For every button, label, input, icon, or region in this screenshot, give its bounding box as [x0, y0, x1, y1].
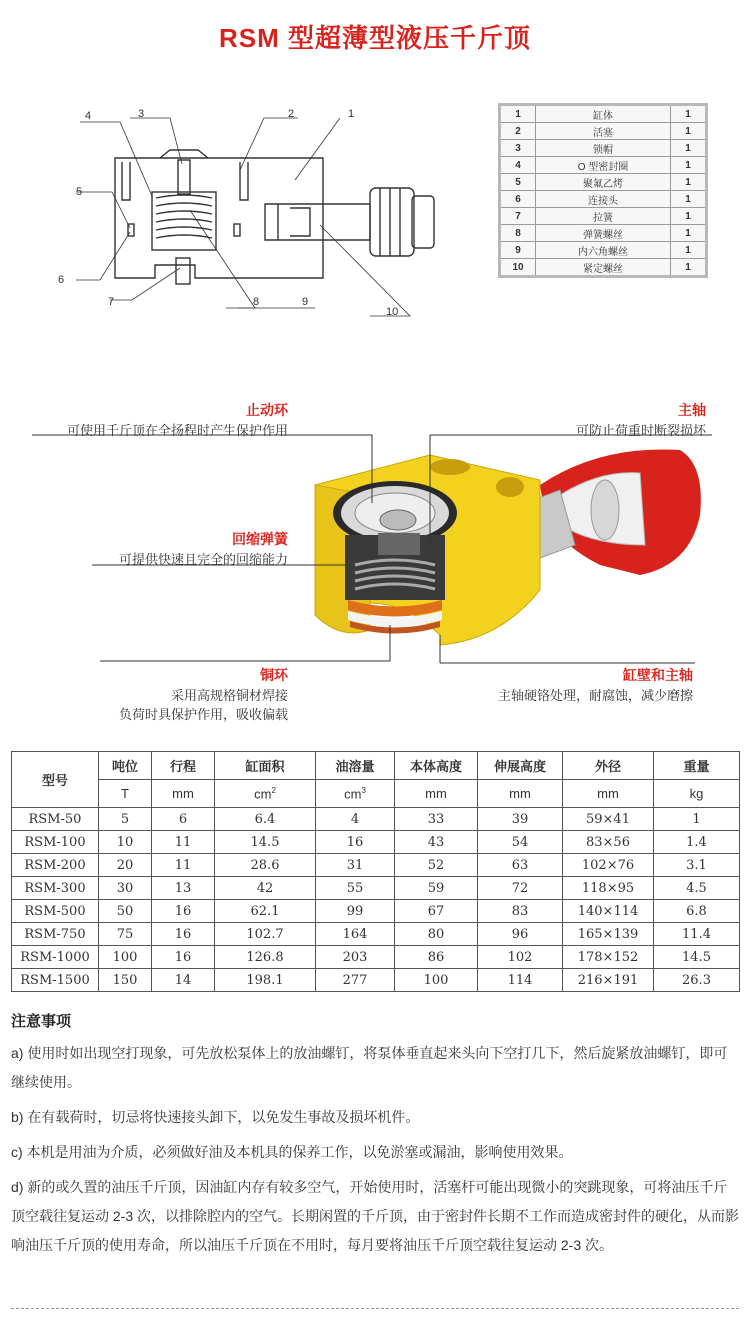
parts-cell-qty: 1 — [671, 157, 707, 174]
parts-cell-name: 缸体 — [536, 105, 671, 123]
spec-header-tonnage: 吨位 — [99, 752, 152, 780]
exploded-drawing — [40, 100, 450, 330]
spec-cell-height: 100 — [395, 969, 478, 992]
spec-cell-tonnage: 150 — [99, 969, 152, 992]
parts-cell-no: 10 — [500, 259, 536, 277]
exploded-drawing-svg — [40, 100, 450, 330]
spec-cell-tonnage: 50 — [99, 900, 152, 923]
spec-row — [12, 923, 740, 946]
spec-cell-stroke: 16 — [152, 923, 215, 946]
spec-cell-ext-height: 54 — [478, 831, 563, 854]
page-title: RSM 型超薄型液压千斤顶 — [218, 23, 531, 53]
parts-cell-qty: 1 — [671, 259, 707, 277]
parts-row — [500, 242, 707, 259]
spec-cell-oil: 164 — [316, 923, 395, 946]
parts-cell-name: 拉簧 — [536, 208, 671, 225]
feature-wall-shaft-desc: 主轴硬铬处理，耐腐蚀，减少磨擦 — [497, 688, 693, 703]
spec-cell-stroke: 6 — [152, 808, 215, 831]
spec-cell-weight: 6.8 — [654, 900, 740, 923]
spec-cell-size: 140×114 — [563, 900, 654, 923]
spec-table — [11, 751, 740, 992]
feature-wall-shaft-title: 缸壁和主轴 — [623, 667, 693, 683]
spec-cell-stroke: 11 — [152, 854, 215, 877]
spec-cell-ext-height: 102 — [478, 946, 563, 969]
parts-cell-qty: 1 — [671, 140, 707, 157]
parts-row — [500, 140, 707, 157]
parts-table-body — [500, 105, 707, 277]
spec-cell-oil: 203 — [316, 946, 395, 969]
feature-stop-ring-desc: 可使用千斤顶在全扬程时产生保护作用 — [66, 423, 288, 438]
parts-cell-qty: 1 — [671, 123, 707, 140]
spec-units-row — [12, 780, 740, 808]
spec-cell-model: RSM-500 — [12, 900, 99, 923]
spec-cell-model: RSM-100 — [12, 831, 99, 854]
spec-cell-ext-height: 96 — [478, 923, 563, 946]
parts-cell-qty: 1 — [671, 105, 707, 123]
spec-cell-weight: 3.1 — [654, 854, 740, 877]
spec-cell-size: 59×41 — [563, 808, 654, 831]
feature-main-shaft — [576, 400, 706, 439]
feature-spring-desc: 可提供快速且完全的回缩能力 — [118, 552, 288, 567]
spec-cell-model: RSM-750 — [12, 923, 99, 946]
spec-cell-weight: 4.5 — [654, 877, 740, 900]
feature-wall-shaft — [498, 665, 693, 704]
spec-cell-oil: 16 — [316, 831, 395, 854]
parts-row — [500, 225, 707, 242]
spec-cell-size: 178×152 — [563, 946, 654, 969]
spec-cell-height: 86 — [395, 946, 478, 969]
parts-cell-no: 1 — [500, 105, 536, 123]
parts-row — [500, 105, 707, 123]
spec-cell-weight: 14.5 — [654, 946, 740, 969]
spec-cell-oil: 99 — [316, 900, 395, 923]
parts-cell-qty: 1 — [671, 191, 707, 208]
spec-unit-tonnage: T — [99, 780, 152, 808]
callout-2: 2 — [288, 108, 295, 120]
feature-copper-ring-desc1: 采用高规格铜材焊接 — [170, 688, 288, 703]
parts-row — [500, 157, 707, 174]
feature-spring — [119, 529, 288, 568]
feature-copper-ring-title: 铜环 — [260, 667, 288, 683]
spec-unit-area — [215, 780, 316, 808]
spec-header-size: 外径 — [563, 752, 654, 780]
spec-cell-area: 62.1 — [215, 900, 316, 923]
spec-cell-ext-height: 114 — [478, 969, 563, 992]
spec-cell-ext-height: 39 — [478, 808, 563, 831]
callout-7: 7 — [108, 296, 115, 308]
parts-row — [500, 174, 707, 191]
spec-cell-area: 198.1 — [215, 969, 316, 992]
spec-cell-size: 102×76 — [563, 854, 654, 877]
spec-cell-tonnage: 30 — [99, 877, 152, 900]
spec-cell-area: 14.5 — [215, 831, 316, 854]
spec-cell-weight: 1 — [654, 808, 740, 831]
spec-cell-stroke: 14 — [152, 969, 215, 992]
parts-cell-name: 连接头 — [536, 191, 671, 208]
spec-cell-model: RSM-50 — [12, 808, 99, 831]
parts-row — [500, 259, 707, 277]
note-a: a) 使用时如出现空打现象，可先放松泵体上的放油螺钉，将泵体垂直起来头向下空打几下，然后旋紧放油螺钉，即可继续使用。 — [11, 1045, 728, 1090]
parts-cell-no: 4 — [500, 157, 536, 174]
parts-table — [498, 103, 708, 278]
spec-cell-height: 33 — [395, 808, 478, 831]
spec-row — [12, 969, 740, 992]
spec-cell-size: 165×139 — [563, 923, 654, 946]
feature-stop-ring-title: 止动环 — [246, 402, 288, 418]
feature-copper-ring — [119, 665, 288, 723]
spec-row — [12, 808, 740, 831]
spec-cell-tonnage: 100 — [99, 946, 152, 969]
spec-row — [12, 900, 740, 923]
spec-row — [12, 877, 740, 900]
parts-cell-qty: 1 — [671, 242, 707, 259]
notes-section — [11, 1010, 739, 1266]
spec-cell-area: 102.7 — [215, 923, 316, 946]
parts-cell-qty: 1 — [671, 174, 707, 191]
callout-4: 4 — [85, 110, 92, 122]
callout-8: 8 — [253, 296, 260, 308]
spec-cell-area: 6.4 — [215, 808, 316, 831]
spec-cell-weight: 1.4 — [654, 831, 740, 854]
spec-row — [12, 854, 740, 877]
spec-cell-height: 52 — [395, 854, 478, 877]
callout-9: 9 — [302, 296, 309, 308]
parts-cell-name: 活塞 — [536, 123, 671, 140]
parts-cell-name: O 型密封圈 — [536, 157, 671, 174]
spec-cell-stroke: 16 — [152, 946, 215, 969]
spec-cell-stroke: 13 — [152, 877, 215, 900]
spec-cell-oil: 277 — [316, 969, 395, 992]
note-c: c) 本机是用油为介质，必须做好油及本机具的保养工作，以免淤塞或漏油，影响使用效果。 — [11, 1144, 573, 1160]
spec-cell-tonnage: 10 — [99, 831, 152, 854]
note-d: d) 新的或久置的油压千斤顶，因油缸内存有较多空气，开始使用时，活塞杆可能出现微小的突跳现象，可将油压千斤顶空载往复运动 2-3 次，以排除腔内的空气。长期闲置的千斤顶，由于密封件长期不工作而造成密封件的硬化，从而影响油压千斤顶的使用寿命，所以油压千斤顶在不用时，每月要将油压千斤顶空载往复运动 2-3 次。 — [11, 1179, 740, 1253]
parts-cell-no: 2 — [500, 123, 536, 140]
spec-cell-weight: 26.3 — [654, 969, 740, 992]
spec-unit-stroke: mm — [152, 780, 215, 808]
spec-cell-model: RSM-300 — [12, 877, 99, 900]
spec-header-row — [12, 752, 740, 780]
spec-unit-oil-base: cm — [344, 786, 362, 802]
notes-heading: 注意事项 — [11, 1013, 72, 1030]
spec-row — [12, 946, 740, 969]
parts-cell-no: 3 — [500, 140, 536, 157]
spec-cell-tonnage: 20 — [99, 854, 152, 877]
spec-cell-tonnage: 5 — [99, 808, 152, 831]
spec-cell-oil: 55 — [316, 877, 395, 900]
spec-cell-stroke: 16 — [152, 900, 215, 923]
parts-cell-no: 9 — [500, 242, 536, 259]
parts-row — [500, 123, 707, 140]
spec-header-area: 缸面积 — [215, 752, 316, 780]
spec-cell-model: RSM-200 — [12, 854, 99, 877]
parts-row — [500, 208, 707, 225]
spec-unit-ext-height: mm — [478, 780, 563, 808]
spec-unit-oil — [316, 780, 395, 808]
feature-spring-title: 回缩弹簧 — [232, 531, 288, 547]
spec-header-stroke: 行程 — [152, 752, 215, 780]
spec-cell-height: 59 — [395, 877, 478, 900]
spec-cell-size: 118×95 — [563, 877, 654, 900]
spec-cell-area: 42 — [215, 877, 316, 900]
spec-cell-height: 80 — [395, 923, 478, 946]
feature-main-shaft-title: 主轴 — [678, 402, 706, 418]
spec-cell-size: 216×191 — [563, 969, 654, 992]
spec-row — [12, 831, 740, 854]
spec-unit-height: mm — [395, 780, 478, 808]
spec-cell-oil: 31 — [316, 854, 395, 877]
spec-header-weight: 重量 — [654, 752, 740, 780]
spec-cell-stroke: 11 — [152, 831, 215, 854]
spec-cell-tonnage: 75 — [99, 923, 152, 946]
spec-unit-oil-exp: 3 — [361, 785, 366, 795]
spec-unit-area-base: cm — [254, 786, 272, 802]
parts-cell-name: 紧定螺丝 — [536, 259, 671, 277]
spec-cell-area: 126.8 — [215, 946, 316, 969]
spec-cell-ext-height: 83 — [478, 900, 563, 923]
cutaway-figure — [0, 395, 750, 725]
parts-cell-no: 6 — [500, 191, 536, 208]
note-b: b) 在有载荷时，切忌将快速接头卸下，以免发生事故及损坏机件。 — [11, 1109, 420, 1125]
parts-cell-name: 聚氟乙烤 — [536, 174, 671, 191]
spec-header-ext-height: 伸展高度 — [478, 752, 563, 780]
callout-5: 5 — [76, 186, 83, 198]
spec-header-height: 本体高度 — [395, 752, 478, 780]
bottom-divider — [11, 1308, 739, 1309]
callout-1: 1 — [348, 108, 355, 120]
spec-cell-ext-height: 72 — [478, 877, 563, 900]
spec-unit-area-exp: 2 — [271, 785, 276, 795]
callout-10: 10 — [386, 306, 399, 318]
spec-cell-ext-height: 63 — [478, 854, 563, 877]
spec-cell-area: 28.6 — [215, 854, 316, 877]
feature-main-shaft-desc: 可防止荷重时断裂损坏 — [575, 423, 706, 438]
spec-cell-size: 83×56 — [563, 831, 654, 854]
spec-cell-oil: 4 — [316, 808, 395, 831]
parts-cell-no: 5 — [500, 174, 536, 191]
spec-unit-size: mm — [563, 780, 654, 808]
spec-cell-weight: 11.4 — [654, 923, 740, 946]
spec-cell-height: 67 — [395, 900, 478, 923]
parts-cell-no: 8 — [500, 225, 536, 242]
feature-stop-ring — [67, 400, 288, 439]
spec-unit-weight: kg — [654, 780, 740, 808]
parts-row — [500, 191, 707, 208]
callout-6: 6 — [58, 274, 65, 286]
spec-cell-model: RSM-1000 — [12, 946, 99, 969]
spec-cell-model: RSM-1500 — [12, 969, 99, 992]
parts-cell-no: 7 — [500, 208, 536, 225]
parts-cell-name: 锁帽 — [536, 140, 671, 157]
feature-copper-ring-desc2: 负荷时具保护作用，吸收偏载 — [118, 707, 288, 722]
parts-cell-name: 弹簧螺丝 — [536, 225, 671, 242]
parts-cell-name: 内六角螺丝 — [536, 242, 671, 259]
parts-cell-qty: 1 — [671, 225, 707, 242]
spec-header-model: 型号 — [12, 752, 99, 808]
spec-cell-height: 43 — [395, 831, 478, 854]
parts-cell-qty: 1 — [671, 208, 707, 225]
callout-3: 3 — [138, 108, 145, 120]
spec-table-body — [12, 808, 740, 992]
spec-header-oil: 油溶量 — [316, 752, 395, 780]
